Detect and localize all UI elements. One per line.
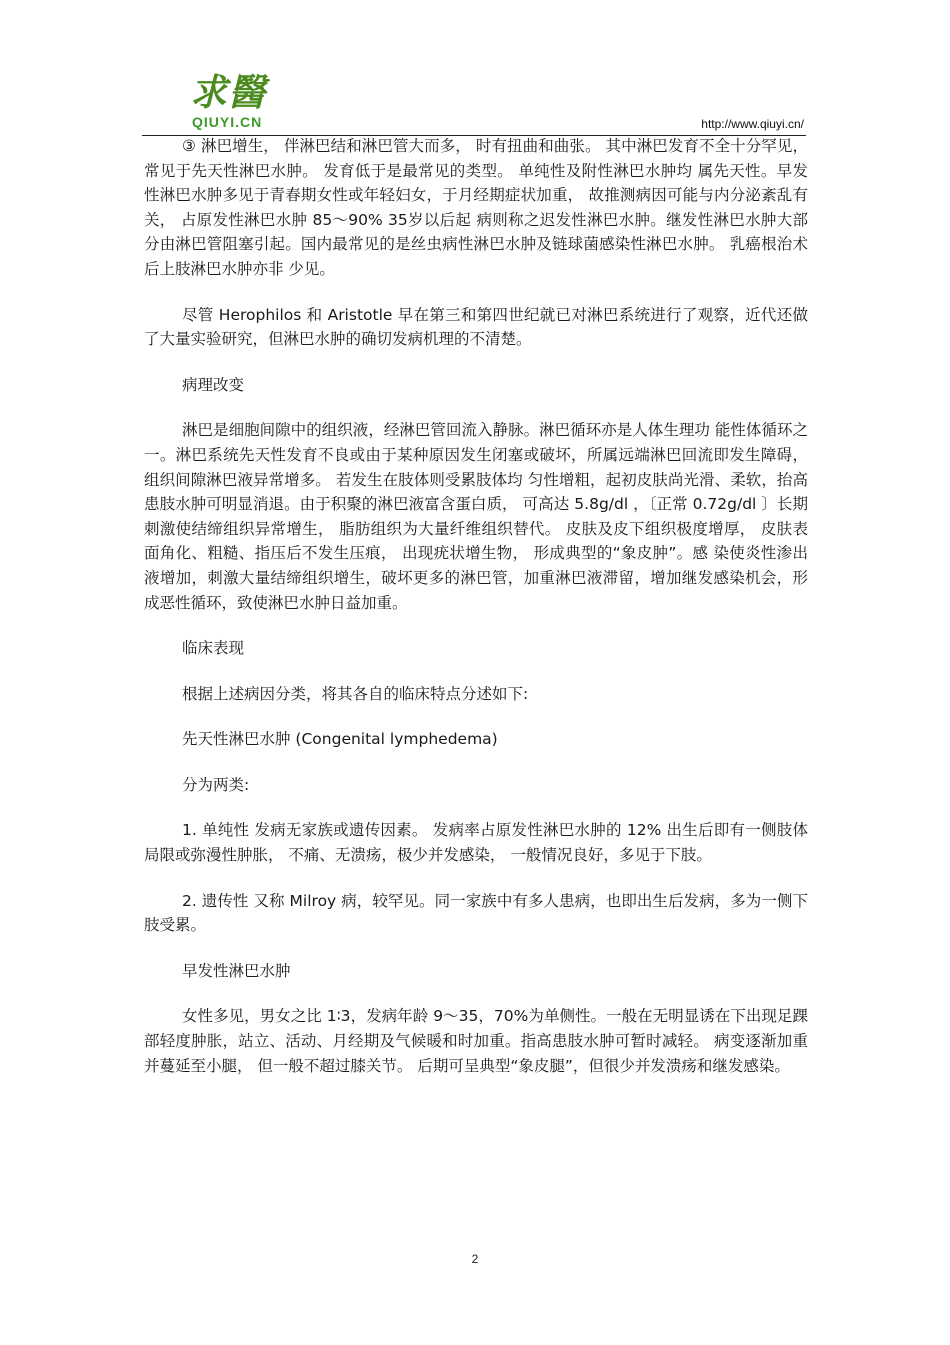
- logo-english-text: QIUYI.CN: [192, 114, 263, 130]
- paragraph-clinical-intro: 根据上述病因分类，将其各自的临床特点分述如下:: [182, 684, 529, 703]
- paragraph-lymph-hyperplasia: ③ 淋巴增生， 伴淋巴结和淋巴管大而多， 时有扭曲和曲张。 其中淋巴发育不全十分罕见， 常见于先天性淋巴水肿。 发育低于是最常见的类型。 单纯性及附性淋巴水肿均 属先天性。早发性淋巴水肿多见于青春期女性或年轻妇女，于月经期症状加重， 故推测病因可能与内分泌紊乱有关， 占原发性淋巴水肿 85～90% 35岁以后起 病则称之迟发性淋巴水肿。继发性淋巴水肿大部分由淋巴管阻塞引起。国内最常见的是丝虫病性淋巴水肿及链球菌感染性淋巴水肿。 乳癌根治术后上肢淋巴水肿亦非 少见。: [144, 137, 808, 278]
- paragraph-pathology: 淋巴是细胞间隙中的组织液，经淋巴管回流入静脉。淋巴循环亦是人体生理功 能性体循环之一。淋巴系统先天性发育不良或由于某种原因发生闭塞或破坏，所属远端淋巴回流即发生障碍， 组织间隙淋巴液异常增多。 若发生在肢体则受累肢体均 匀性增粗，起初皮肤尚光滑、柔软，抬高患肢水肿可明显消退。由于积聚的淋巴液富含蛋白质， 可高达 5.8g/dl ，〔正常 0.72g/dl 〕长期刺激使结缔组织异常增生， 脂肪组织为大量纤维组织替代。 皮肤及皮下组织极度增厚， 皮肤表面角化、粗糙、指压后不发生压痕， 出现疣状增生物， 形成典型的“象皮肿”。感 染使炎性渗出液增加，刺激大量结缔组织增生，破坏更多的淋巴管，加重淋巴液滞留，增加继发感染机会，形成恶性循环，致使淋巴水肿日益加重。: [144, 421, 808, 612]
- page-number: 2: [471, 1252, 479, 1266]
- paragraph-history: 尽管 Herophilos 和 Aristotle 早在第三和第四世纪就已对淋巴系统进行了观察，近代还做了大量实验研究，但淋巴水肿的确切发病机理的不清楚。: [144, 305, 808, 349]
- paragraph-early-onset: 女性多见，男女之比 1∶3，发病年龄 9～35，70%为单侧性。一般在无明显诱在下出现足踝部轻度肿胀，站立、活动、月经期及气候暖和时加重。指高患肢水肿可暂时减轻。 病变逐渐加重并蔓延至小腿， 但一般不超过膝关节。 后期可呈典型“象皮腿”，但很少并发溃疡和继发感染。: [144, 1007, 808, 1075]
- paragraph-two-types: 分为两类:: [182, 775, 250, 794]
- site-logo: [190, 72, 286, 134]
- section-heading-pathology: 病理改变: [182, 375, 245, 394]
- header-url: http://www.qiuyi.cn/: [701, 117, 804, 131]
- section-heading-congenital: 先天性淋巴水肿 (Congenital lymphedema): [182, 730, 498, 749]
- section-heading-early-onset: 早发性淋巴水肿: [182, 961, 291, 980]
- document-body: [144, 134, 808, 1078]
- paragraph-simple-type: 1. 单纯性 发病无家族或遗传因素。 发病率占原发性淋巴水肿的 12% 出生后即有一侧肢体局限或弥漫性肿胀， 不痛、无溃疡，极少并发感染， 一般情况良好，多见于下肢。: [144, 821, 808, 865]
- paragraph-hereditary-type: 2. 遗传性 又称 Milroy 病，较罕见。同一家族中有多人患病，也即出生后发病，多为一侧下肢受累。: [144, 891, 808, 935]
- page-header: [142, 60, 806, 136]
- section-heading-clinical: 临床表现: [182, 639, 245, 658]
- logo-chinese-text: 求醫: [190, 70, 266, 114]
